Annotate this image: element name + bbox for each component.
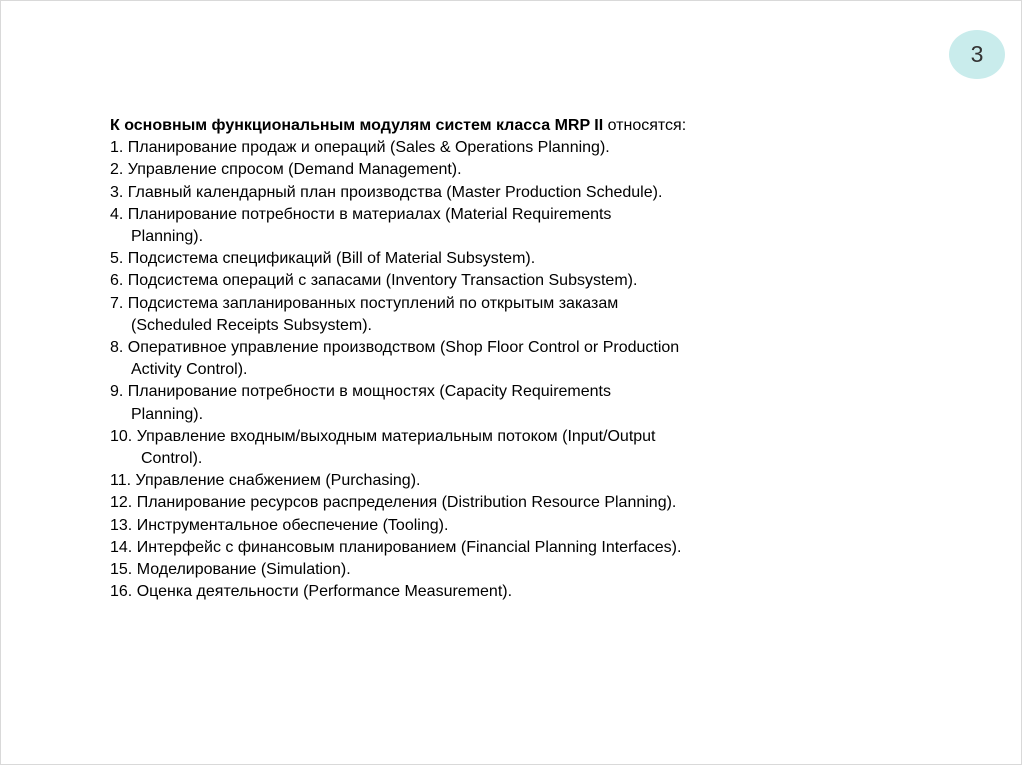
- list-item: [110, 515, 810, 537]
- list-item: [110, 159, 810, 181]
- list-item: [110, 492, 810, 514]
- slide-content: [110, 115, 810, 603]
- list-item: [110, 537, 810, 559]
- list-item-text: 13. Инструментальное обеспечение (Tooling).: [110, 516, 449, 534]
- list-item: [110, 270, 810, 292]
- list-item: [110, 470, 810, 492]
- list-item: [110, 426, 810, 470]
- list-item-text: 12. Планирование ресурсов распределения (Distribution Resource Planning).: [110, 494, 677, 512]
- list-item-continuation: Planning).: [131, 405, 204, 423]
- list-item: [110, 182, 810, 204]
- list-item: [110, 293, 810, 337]
- page-number-badge: 3: [949, 30, 1005, 79]
- list-item-text: 6. Подсистема операций с запасами (Inventory Transaction Subsystem).: [110, 272, 638, 290]
- module-list: [110, 137, 810, 603]
- heading-bold-text: К основным функциональным модулям систем класса MRP II: [110, 117, 604, 134]
- list-item: [110, 581, 810, 603]
- list-item-continuation: Activity Control).: [131, 361, 248, 379]
- list-item-text: 3. Главный календарный план производства (Master Production Schedule).: [110, 183, 663, 201]
- list-item-text: 16. Оценка деятельности (Performance Measurement).: [110, 583, 513, 601]
- list-item-text: 8. Оперативное управление производством (Shop Floor Control or Production: [110, 339, 680, 357]
- list-item-text: 7. Подсистема запланированных поступлений по открытым заказам: [110, 294, 619, 312]
- list-item: [110, 248, 810, 270]
- list-item-text: 14. Интерфейс с финансовым планированием (Financial Planning Interfaces).: [110, 538, 682, 556]
- list-item: [110, 559, 810, 581]
- list-item: [110, 204, 810, 248]
- list-item-continuation: Control).: [141, 450, 203, 468]
- list-item-text: 4. Планирование потребности в материалах (Material Requirements: [110, 205, 612, 223]
- list-item-text: 11. Управление снабжением (Purchasing).: [110, 472, 421, 490]
- list-item-text: 9. Планирование потребности в мощностях (Capacity Requirements: [110, 383, 611, 401]
- list-item-text: 5. Подсистема спецификаций (Bill of Material Subsystem).: [110, 250, 536, 268]
- list-item-continuation: Planning).: [131, 228, 204, 246]
- list-item: [110, 337, 810, 381]
- list-item-text: 15. Моделирование (Simulation).: [110, 561, 351, 579]
- list-item: [110, 381, 810, 425]
- list-item-text: 10. Управление входным/выходным материальным потоком (Input/Output: [110, 427, 656, 445]
- list-item-text: 1. Планирование продаж и операций (Sales & Operations Planning).: [110, 139, 610, 157]
- heading-rest-text: относятся:: [603, 117, 687, 134]
- list-item-continuation: (Scheduled Receipts Subsystem).: [131, 316, 372, 334]
- slide-heading: [110, 115, 810, 137]
- list-item: [110, 137, 810, 159]
- list-item-text: 2. Управление спросом (Demand Management).: [110, 161, 462, 179]
